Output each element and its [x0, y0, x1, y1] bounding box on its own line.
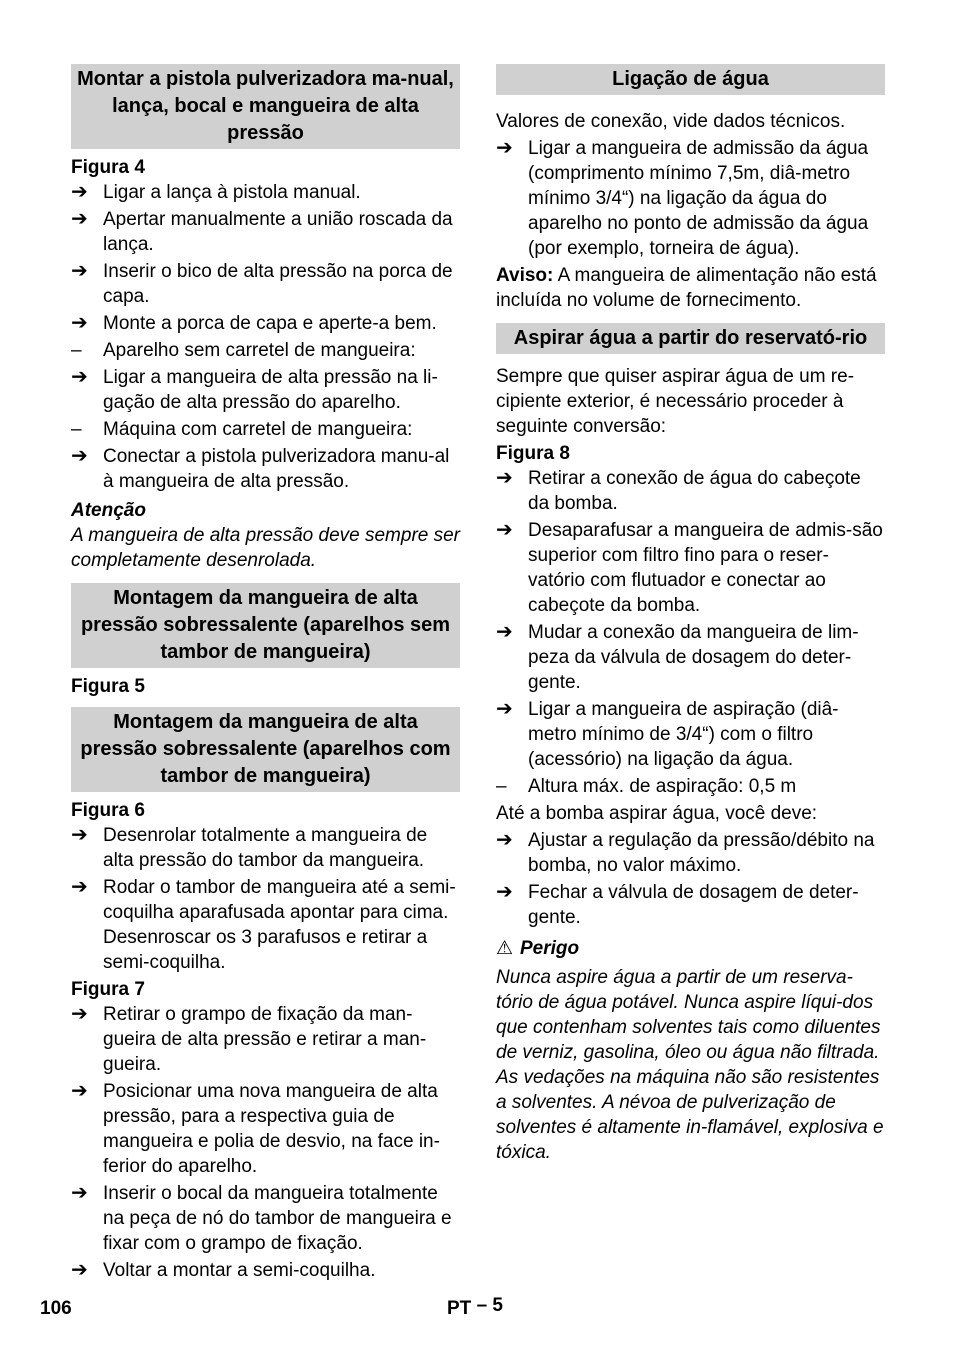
- list-item: [71, 365, 460, 415]
- danger-title: Perigo: [520, 938, 580, 959]
- arrow-right-icon: ➔: [71, 208, 88, 230]
- list-item-text: Desaparafusar a mangueira de admis-são superior com filtro fino para o reser-vatório com flutuador e conectar ao cabeçote da bomba.: [528, 520, 883, 616]
- figure-label-4: Figura 4: [71, 157, 145, 178]
- arrow-right-icon: ➔: [71, 445, 88, 467]
- arrow-right-icon: ➔: [71, 260, 88, 282]
- list-item: [71, 259, 460, 309]
- dash-bullet-icon: –: [496, 776, 507, 797]
- list-item-text: Ligar a mangueira de aspiração (diâ-metro mínimo de 3/4“) com o filtro (acessório) na ligação da água.: [528, 699, 839, 770]
- list-item-text: Inserir o bico de alta pressão na porca de capa.: [103, 261, 453, 307]
- list-item-text: Aparelho sem carretel de mangueira:: [103, 340, 416, 361]
- list-item: [71, 180, 460, 205]
- danger-text: Nunca aspire água a partir de um reserva-tório de água potável. Nunca aspire líqui-dos que contenham solventes tais como diluentes de verniz, gasolina, óleo ou água não filtrada. As vedações na máquina não são resistentes a solventes. A névoa de pulverização de solventes é altamente in-flamável, explosiva e tóxica.: [496, 967, 884, 1163]
- list-item-text: Mudar a conexão da mangueira de lim-peza da válvula de dosagem do deter-gente.: [528, 622, 859, 693]
- arrow-right-icon: ➔: [71, 876, 88, 898]
- arrow-right-icon: ➔: [496, 829, 513, 851]
- arrow-right-icon: ➔: [71, 312, 88, 334]
- list-item: [71, 823, 460, 873]
- arrow-right-icon: ➔: [496, 519, 513, 541]
- dash-bullet-icon: –: [71, 340, 82, 361]
- attention-title: Atenção: [71, 500, 146, 521]
- list-item-text: Ajustar a regulação da pressão/débito na bomba, no valor máximo.: [528, 830, 875, 876]
- list-item-text: Retirar a conexão de água do cabeçote da bomba.: [528, 468, 861, 514]
- list-item: [496, 828, 885, 878]
- figure-label-5: Figura 5: [71, 676, 145, 697]
- list-item: [71, 311, 460, 336]
- suction-intro: Sempre que quiser aspirar água de um re-cipiente exterior, é necessário proceder à seguinte conversão:: [496, 366, 855, 437]
- list-item: [496, 518, 885, 618]
- instruction-list-pump: [496, 828, 885, 930]
- list-item: [71, 875, 460, 975]
- list-item-text: Posicionar uma nova mangueira de alta pressão, para a respectiva guia de mangueira e polia de desvio, na face in-ferior do aparelho.: [103, 1081, 440, 1177]
- list-item-text: Altura máx. de aspiração: 0,5 m: [528, 776, 797, 797]
- page-number: 106: [40, 1298, 72, 1319]
- list-item-text: Desenrolar totalmente a mangueira de alta pressão do tambor da mangueira.: [103, 825, 428, 871]
- list-item: [71, 444, 460, 494]
- dash-bullet-icon: –: [71, 419, 82, 440]
- list-item-text: Inserir o bocal da mangueira totalmente na peça de nó do tambor de mangueira e fixar com o grampo de fixação.: [103, 1183, 452, 1254]
- notice-text: A mangueira de alimentação não está incluída no volume de fornecimento.: [496, 265, 877, 311]
- list-item: [496, 697, 885, 772]
- list-item: [71, 1079, 460, 1179]
- arrow-right-icon: ➔: [496, 621, 513, 643]
- attention-text: A mangueira de alta pressão deve sempre ser completamente desenrolada.: [71, 525, 461, 571]
- water-connection-intro: Valores de conexão, vide dados técnicos.: [496, 111, 846, 132]
- arrow-right-icon: ➔: [71, 1182, 88, 1204]
- arrow-right-icon: ➔: [496, 881, 513, 903]
- danger-title-row: [496, 936, 885, 961]
- notice-label: Aviso:: [496, 265, 554, 286]
- instruction-list-fig6: [71, 823, 460, 975]
- arrow-right-icon: ➔: [496, 467, 513, 489]
- list-item-text: Retirar o grampo de fixação da man-gueira de alta pressão e retirar a man-gueira.: [103, 1004, 427, 1075]
- list-item: [71, 338, 460, 363]
- section-heading-water-connection: Ligação de água: [496, 64, 885, 95]
- list-item: [496, 136, 885, 261]
- figure-label-6: Figura 6: [71, 800, 145, 821]
- left-column: [71, 64, 460, 1285]
- section-heading-spare-hose-with-drum: Montagem da mangueira de alta pressão sobressalente (aparelhos com tambor de mangueira): [71, 707, 460, 792]
- arrow-right-icon: ➔: [71, 824, 88, 846]
- list-item: [496, 620, 885, 695]
- list-item-text: Ligar a lança à pistola manual.: [103, 182, 361, 203]
- list-item: [71, 1258, 460, 1283]
- list-item: [71, 207, 460, 257]
- list-item-text: Conectar a pistola pulverizadora manu-al à mangueira de alta pressão.: [103, 446, 450, 492]
- section-heading-mount-spray-gun: Montar a pistola pulverizadora ma-nual, lança, bocal e mangueira de alta pressão: [71, 64, 460, 149]
- notice-paragraph: [496, 263, 885, 313]
- section-heading-spare-hose-without-drum: Montagem da mangueira de alta pressão sobressalente (aparelhos sem tambor de mangueira): [71, 583, 460, 668]
- footer-lang-code: PT: [447, 1298, 472, 1319]
- arrow-right-icon: ➔: [71, 1259, 88, 1281]
- list-item-text: Fechar a válvula de dosagem de deter-gente.: [528, 882, 859, 928]
- arrow-right-icon: ➔: [496, 698, 513, 720]
- arrow-right-icon: ➔: [71, 181, 88, 203]
- list-item-text: Máquina com carretel de mangueira:: [103, 419, 413, 440]
- list-item: [71, 417, 460, 442]
- figure-label-8: Figura 8: [496, 443, 570, 464]
- list-item: [496, 774, 885, 799]
- list-item: [71, 1181, 460, 1256]
- footer-sub-page: – 5: [476, 1295, 503, 1316]
- list-item: [496, 466, 885, 516]
- list-item-text: Monte a porca de capa e aperte-a bem.: [103, 313, 437, 334]
- footer-language: [447, 1296, 503, 1321]
- instruction-list-mount: [71, 180, 460, 494]
- arrow-right-icon: ➔: [71, 366, 88, 388]
- list-item: [496, 880, 885, 930]
- list-item-text: Ligar a mangueira de alta pressão na li-gação de alta pressão do aparelho.: [103, 367, 438, 413]
- pump-intro: Até a bomba aspirar água, você deve:: [496, 803, 818, 824]
- section-heading-suction-from-tank: Aspirar água a partir do reservató-rio: [496, 323, 885, 354]
- list-item-text: Voltar a montar a semi-coquilha.: [103, 1260, 376, 1281]
- figure-label-7: Figura 7: [71, 979, 145, 1000]
- list-item-text: Rodar o tambor de mangueira até a semi-coquilha aparafusada apontar para cima. Desenroscar os 3 parafusos e retirar a semi-coquilha.: [103, 877, 456, 973]
- arrow-right-icon: ➔: [71, 1003, 88, 1025]
- list-item-text: Ligar a mangueira de admissão da água (comprimento mínimo 7,5m, diâ-metro mínimo 3/4“) na ligação da água do aparelho no ponto de admissão da água (por exemplo, torneira de água).: [528, 138, 869, 259]
- instruction-list-fig8: [496, 466, 885, 799]
- arrow-right-icon: ➔: [71, 1080, 88, 1102]
- right-column: [496, 64, 885, 1167]
- list-item-text: Apertar manualmente a união roscada da lança.: [103, 209, 453, 255]
- list-item: [71, 1002, 460, 1077]
- instruction-list-fig7: [71, 1002, 460, 1283]
- warning-triangle-icon: ⚠: [496, 938, 514, 959]
- arrow-right-icon: ➔: [496, 137, 513, 159]
